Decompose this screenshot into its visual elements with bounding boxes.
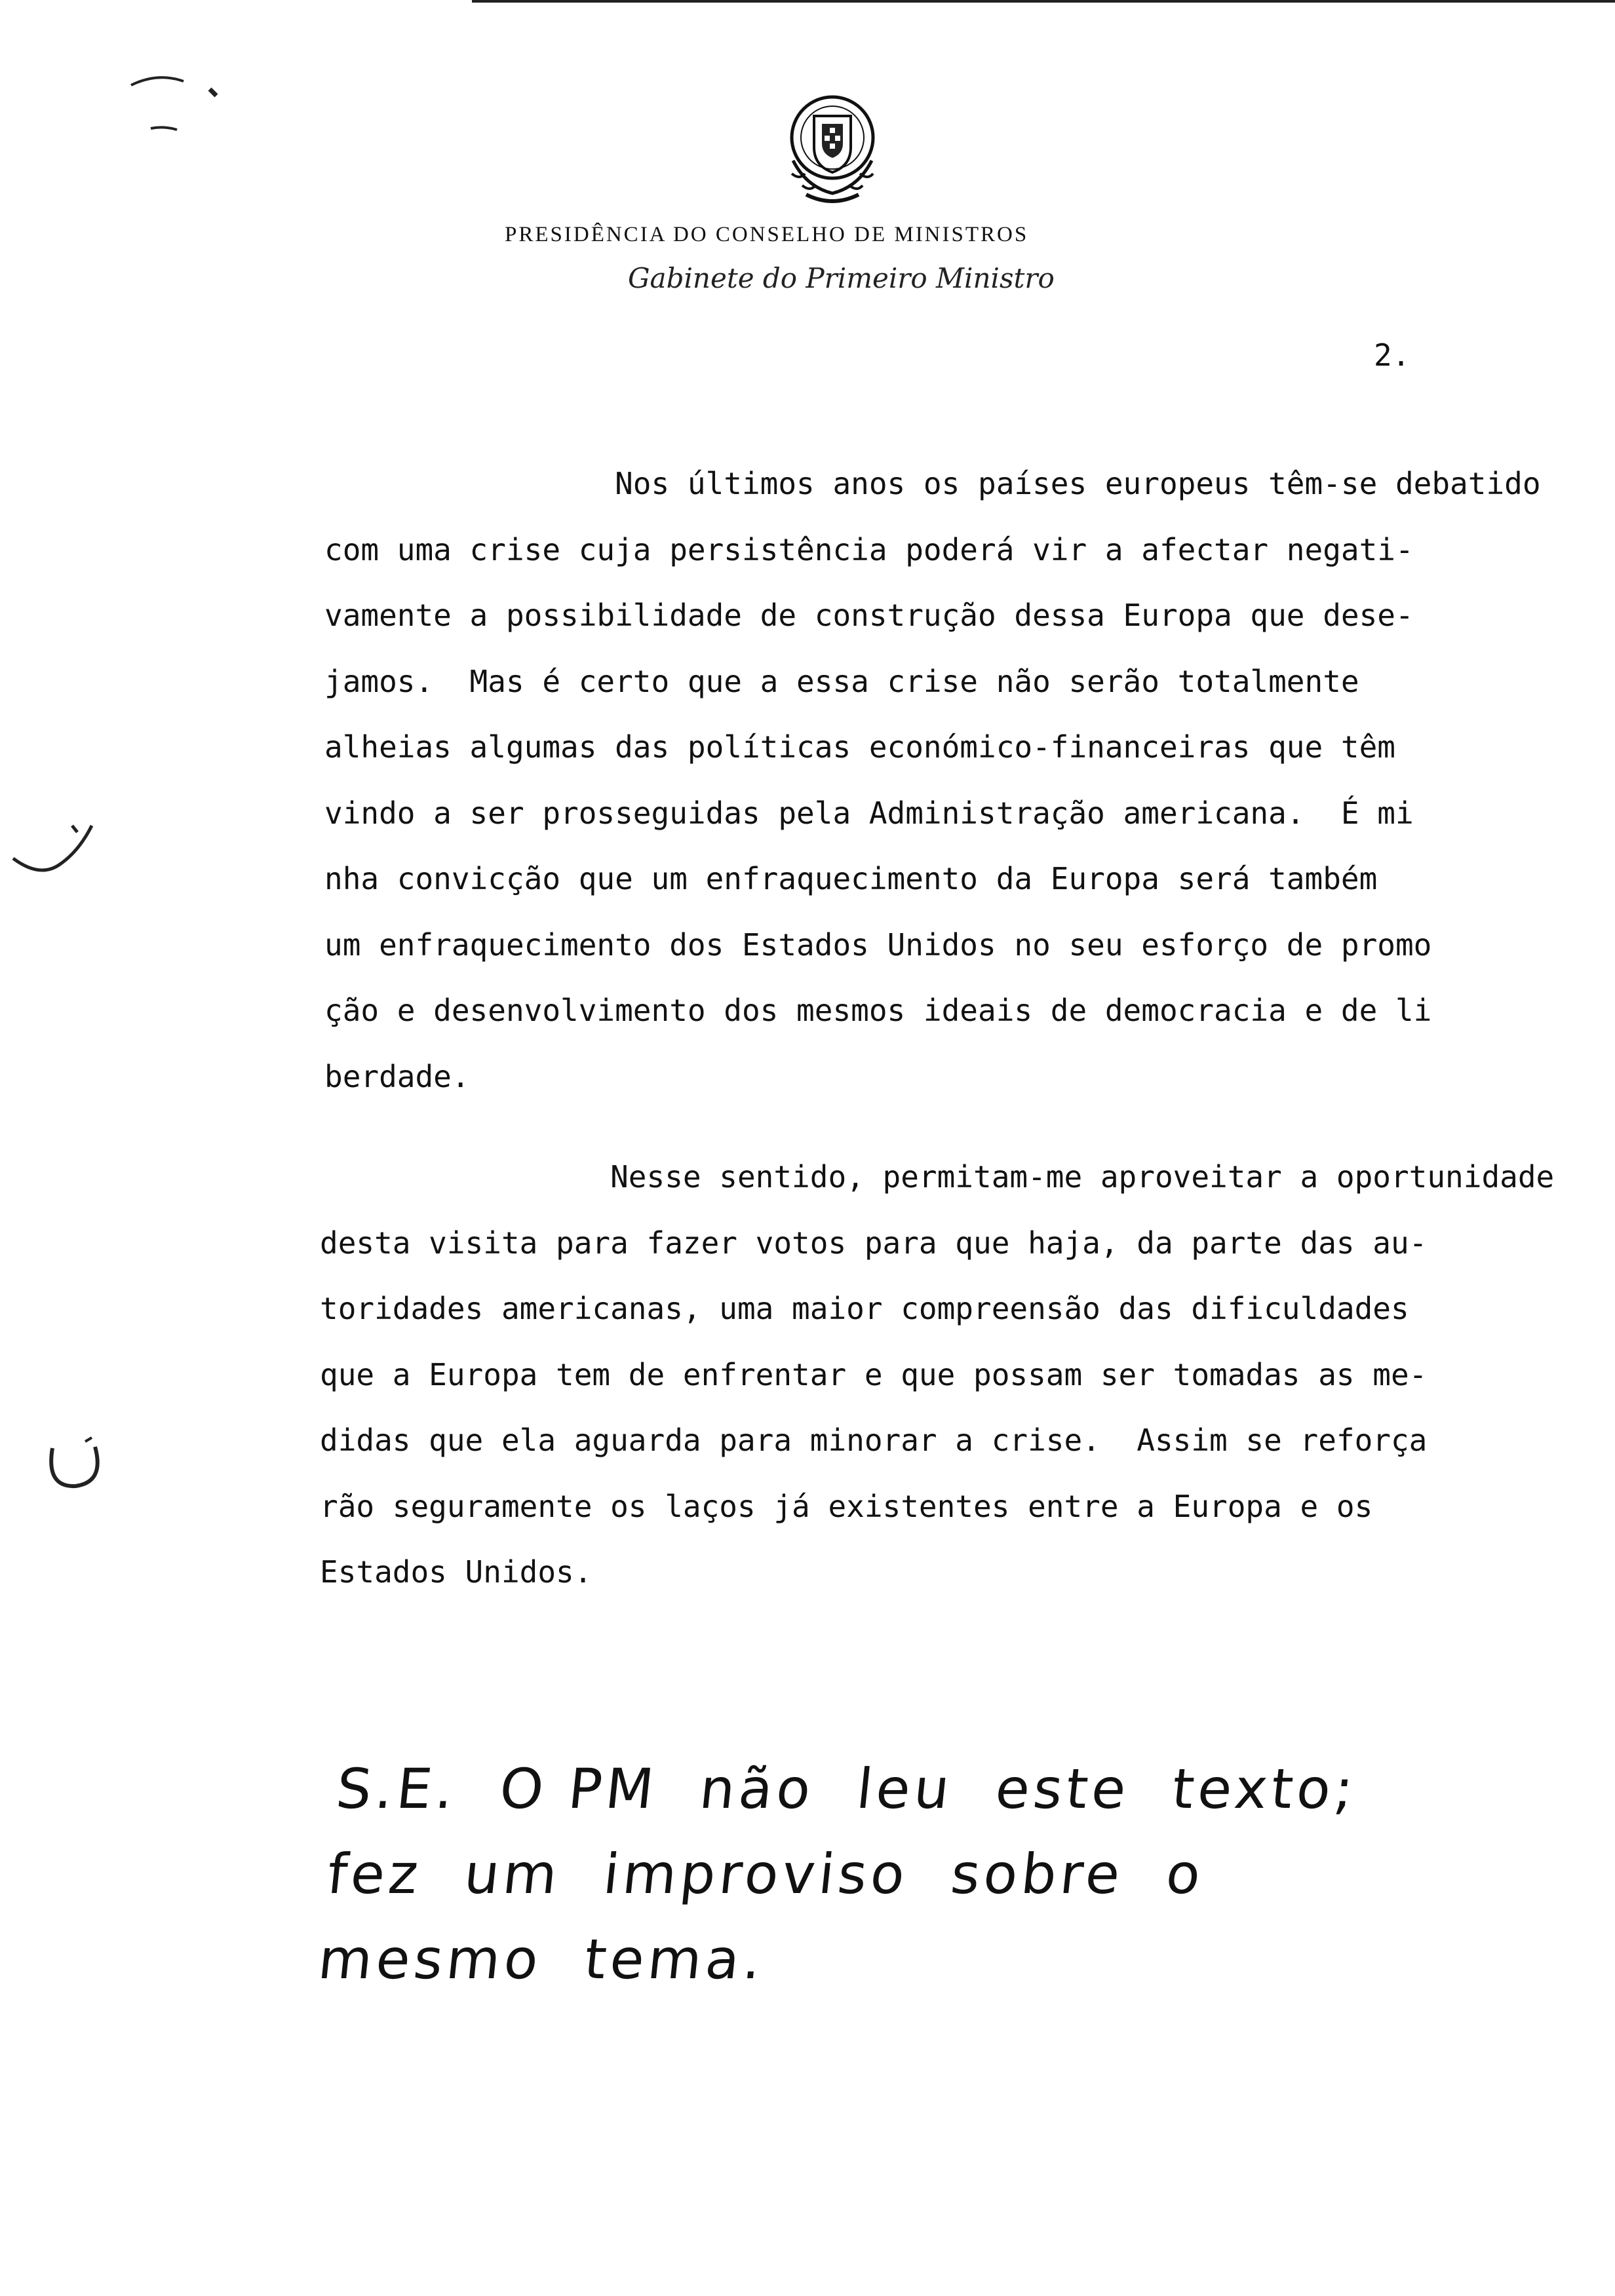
paragraph-line: desta visita para fazer votos para que haja, da parte das au- bbox=[320, 1225, 1428, 1261]
paragraph-2 bbox=[320, 1144, 1554, 1605]
paragraph-line: um enfraquecimento dos Estados Unidos no seu esforço de promo bbox=[324, 927, 1432, 963]
paragraph-line: alheias algumas das políticas económico-financeiras que têm bbox=[324, 729, 1395, 765]
paragraph-1 bbox=[324, 451, 1541, 1109]
coat-of-arms-icon bbox=[754, 82, 911, 213]
margin-curve-mark-icon bbox=[39, 1428, 111, 1501]
paragraph-line: com uma crise cuja persistência poderá vir a afectar negati- bbox=[324, 531, 1414, 567]
paragraph-line: didas que ela aguarda para minorar a crise. Assim se reforça bbox=[320, 1423, 1428, 1458]
paragraph-line: rão seguramente os laços já existentes entre a Europa e os bbox=[320, 1488, 1373, 1524]
paragraph-line: Estados Unidos. bbox=[320, 1554, 593, 1590]
paragraph-line: berdade. bbox=[324, 1058, 470, 1094]
paragraph-line: nha convicção que um enfraquecimento da Europa será também bbox=[324, 861, 1378, 896]
top-border-line bbox=[472, 0, 1615, 3]
paragraph-line: ção e desenvolvimento dos mesmos ideais de democracia e de li bbox=[324, 993, 1432, 1028]
paragraph-line: jamos. Mas é certo que a essa crise não serão totalmente bbox=[324, 663, 1359, 699]
paragraph-line: Nos últimos anos os países europeus têm-se debatido bbox=[324, 466, 1541, 501]
handwritten-line: S.E. O PM não leu este texto; bbox=[333, 1757, 1361, 1821]
organization-name: PRESIDÊNCIA DO CONSELHO DE MINISTROS bbox=[505, 223, 1029, 246]
page-number: 2. bbox=[1374, 337, 1411, 373]
handwritten-line: mesmo tema. bbox=[315, 1927, 769, 1991]
paragraph-line: que a Europa tem de enfrentar e que possam ser tomadas as me- bbox=[320, 1356, 1428, 1392]
paragraph-line: Nesse sentido, permitam-me aproveitar a oportunidade bbox=[320, 1159, 1555, 1195]
paragraph-line: toridades americanas, uma maior compreensão das dificuldades bbox=[320, 1291, 1409, 1326]
handwritten-line: fez um improviso sobre o bbox=[324, 1842, 1208, 1906]
margin-pen-mark-icon bbox=[125, 66, 229, 138]
handwritten-note bbox=[315, 1746, 1587, 2002]
paragraph-line: vindo a ser prosseguidas pela Administração americana. É mi bbox=[324, 795, 1414, 831]
office-script-title: Gabinete do Primeiro Ministro bbox=[628, 262, 1055, 294]
margin-check-mark-icon bbox=[7, 813, 98, 885]
paragraph-line: vamente a possibilidade de construção dessa Europa que dese- bbox=[324, 598, 1414, 633]
